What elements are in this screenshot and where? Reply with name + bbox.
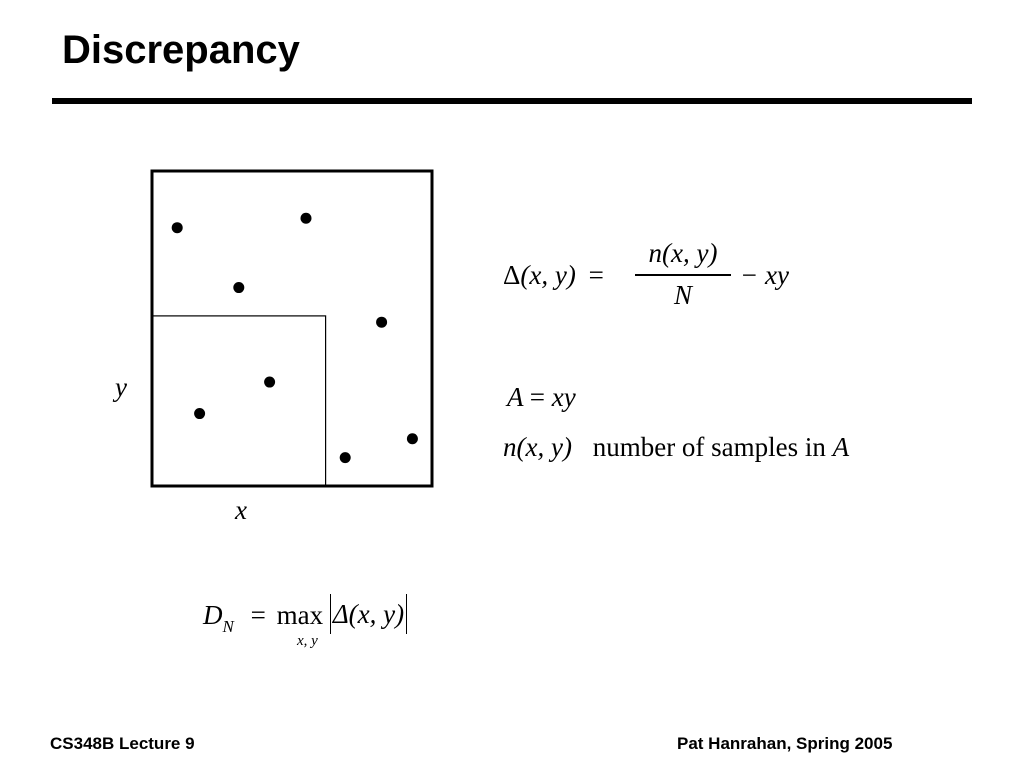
dn-lhs: D xyxy=(203,600,223,631)
area-rhs: xy xyxy=(551,382,576,412)
dn-equals: = xyxy=(250,600,266,631)
sample-point xyxy=(301,213,312,224)
sample-points xyxy=(172,213,418,463)
count-description: number of samples in xyxy=(592,432,826,462)
sample-point xyxy=(172,222,183,233)
sample-point xyxy=(194,408,205,419)
footer-course: CS348B Lecture 9 xyxy=(50,734,195,753)
delta-args: (x, y) xyxy=(520,260,576,290)
delta-fraction xyxy=(635,240,731,309)
sample-point xyxy=(233,282,244,293)
sample-point xyxy=(376,317,387,328)
area-lhs: A xyxy=(507,382,524,412)
footer-author: Pat Hanrahan, Spring 2005 xyxy=(677,734,893,753)
sample-point xyxy=(340,452,351,463)
area-equation xyxy=(507,384,576,411)
area-equals: = xyxy=(529,382,545,412)
fraction-numerator: n(x, y) xyxy=(648,238,718,268)
count-definition xyxy=(503,434,849,461)
x-axis-label: x xyxy=(235,495,247,525)
unit-square xyxy=(152,171,432,486)
fraction-bar xyxy=(635,274,731,276)
region-a xyxy=(152,316,326,486)
slide-title: Discrepancy xyxy=(62,28,300,72)
dn-subscript: N xyxy=(222,617,234,637)
count-symbol: n(x, y) xyxy=(503,432,572,462)
delta-rest: − xy xyxy=(740,260,789,290)
y-axis-label: y xyxy=(115,372,127,402)
delta-symbol: Δ xyxy=(503,260,521,290)
discrepancy-equation xyxy=(203,598,407,638)
delta-equation-lhs xyxy=(503,262,604,289)
max-subscript: x, y xyxy=(297,633,318,649)
sample-point xyxy=(407,433,418,444)
sample-point xyxy=(264,377,275,388)
dn-abs-value: Δ(x, y) xyxy=(330,594,407,634)
dn-max: max xyxy=(276,600,324,631)
delta-equals: = xyxy=(588,260,604,290)
count-target: A xyxy=(832,432,850,462)
fraction-denominator: N xyxy=(673,279,692,310)
